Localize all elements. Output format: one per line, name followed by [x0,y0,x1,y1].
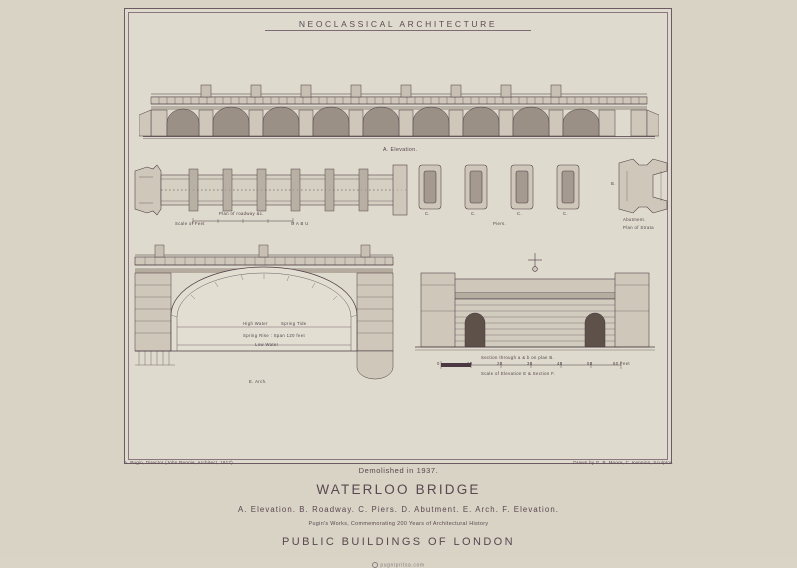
scale-tick-10: 10 [467,361,473,366]
scale-tick-60: 60 Feet [613,361,631,366]
figure-arch [131,241,401,384]
caption-title: WATERLOO BRIDGE [316,482,481,497]
margin-note-right: Drawn by G. B. Moore, C. Kennion, Sculptor. [573,460,673,465]
piers-group-label: Piers. [493,221,507,226]
arch-note-high-water: High Water [243,321,268,326]
figure-pier-sections [413,161,603,226]
abutment-mark-d: B. [611,181,616,186]
figure-elevation-caption: A. Elevation. [383,147,418,153]
abutment-note: Abutment. [623,217,646,222]
watermark-dot-icon [372,562,378,568]
caption-demolished: Demolished in 1937. [358,466,439,475]
scale-tick-50: 50 [587,361,593,366]
pier-mark-c2: C. [471,211,476,216]
margin-note-left: A. Pugin, Director (John Rennie, Architect, 1817) [124,460,233,465]
arch-note-spring-tide: Spring Tide [281,321,307,326]
figure-roadway-plan [131,159,421,227]
end-elevation-caption: Section through a & b on plan B. [481,355,555,360]
roadway-plan-caption: Plan of roadway &c. [219,211,264,216]
scale-tick-30: 30 [527,361,533,366]
caption-watermark [0,562,797,568]
arch-note-span: Spring Rise : Span 120 feet [243,333,306,338]
roadway-scale-note: Scale of Feet [175,221,205,226]
scale-tick-20: 20 [497,361,503,366]
plate-header-title: NEOCLASSICAL ARCHITECTURE [298,19,498,29]
caption-series: PUBLIC BUILDINGS OF LONDON [282,536,515,548]
arch-note-low-water: Low Water [255,342,279,347]
watermark-text: pugnipritsa.com [380,562,425,568]
caption-credit: Pugin's Works, Commemorating 200 Years of Architectural History [308,521,489,527]
figure-end-elevation [407,251,665,376]
figure-elevation [139,79,659,151]
caption-block [0,466,797,568]
scale-tick-40: 40 [557,361,563,366]
pier-mark-c3: C. [517,211,522,216]
scale-tick-0: 0 [437,361,440,366]
figure-abutment [611,157,669,230]
caption-subtitle: A. Elevation. B. Roadway. C. Piers. D. Abutment. E. Arch. F. Elevation. [237,505,560,514]
figure-arch-caption: E. Arch. [249,379,267,384]
header-rule-right [363,30,531,31]
end-elevation-scale-note: Scale of Elevation E & Section F. [481,371,556,376]
abutment-strata-note: Plan of Strata [623,225,654,230]
pier-mark-c4: C. [563,211,568,216]
plate-frame [124,8,672,464]
pier-mark-c1: C. [425,211,430,216]
roadway-scale-letters: O A B U [291,221,309,226]
